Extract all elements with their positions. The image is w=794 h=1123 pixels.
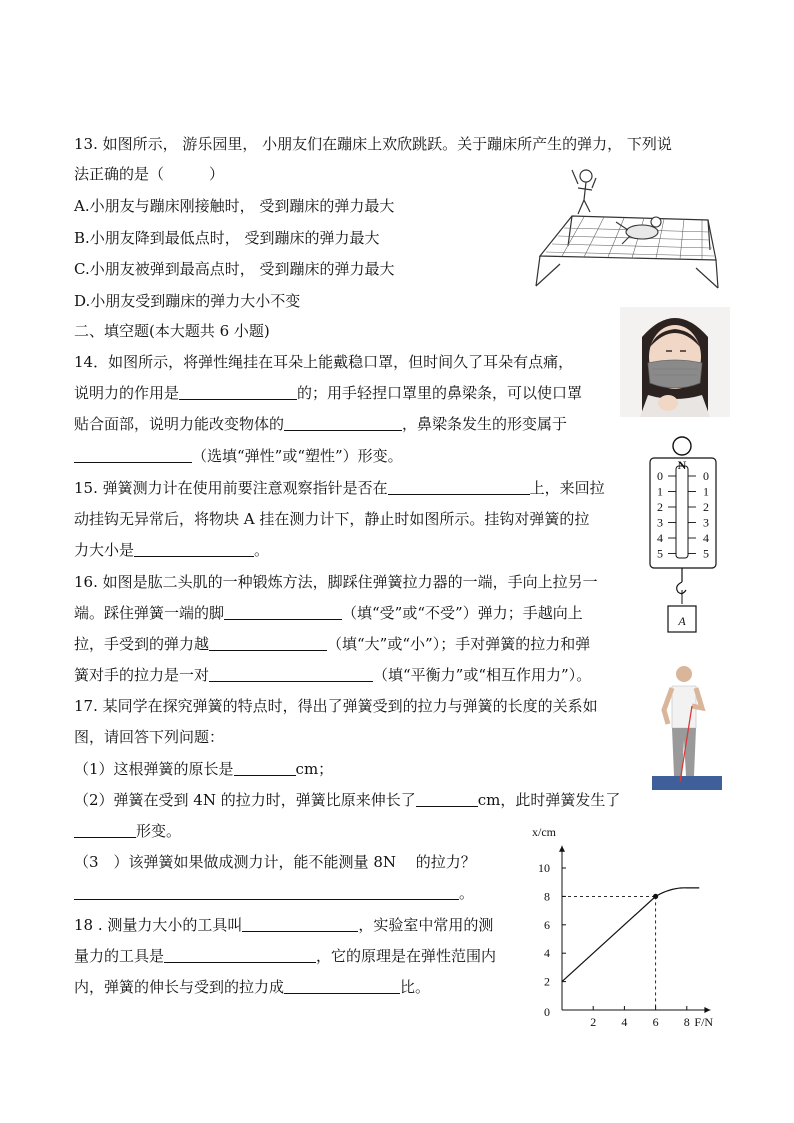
answer-blank[interactable]: [388, 480, 530, 495]
answer-blank[interactable]: [234, 761, 296, 776]
q14-text: 的；用手轻捏口罩里的鼻梁条，可以使口罩: [297, 384, 583, 402]
answer-blank[interactable]: [164, 948, 316, 963]
x-tick-label: 2: [590, 1015, 597, 1026]
exercise-photo: [650, 664, 724, 792]
q14-line-1: 14．如图所示，将弹性绳挂在耳朵上能戴稳口罩，但时间久了耳朵有点痛，: [74, 353, 574, 371]
x-tick-label: 4: [621, 1015, 628, 1026]
q13-option-c: C.小朋友被弹到最高点时， 受到蹦床的弹力最大: [74, 260, 395, 278]
q17-subq-2-cont: [74, 821, 181, 841]
q18-text: 18 . 测量力大小的工具叫: [74, 916, 243, 934]
answer-blank[interactable]: [134, 542, 254, 557]
q17-line-2: 图，请回答下列问题：: [74, 728, 225, 746]
answer-blank[interactable]: [284, 416, 402, 431]
x-tick-label: 6: [652, 1015, 659, 1026]
y-tick-label: 10: [538, 861, 550, 875]
y-tick-label: 6: [544, 917, 550, 932]
q17-text: （2）弹簧在受到 4N 的拉力时，弹簧比原来伸长了: [74, 791, 416, 809]
scale-tick-label-left: 1: [657, 484, 663, 499]
q14-line-4: [74, 446, 403, 466]
q15-text: 。: [254, 541, 270, 559]
trampoline-illustration: [532, 164, 722, 290]
q16-text: 簧对手的拉力是一对: [74, 666, 210, 684]
answer-blank[interactable]: [416, 792, 478, 807]
scale-tick-label-left: 0: [657, 469, 663, 483]
scale-tick-label-left: 2: [657, 500, 663, 514]
scale-tick-label-left: 3: [657, 515, 663, 530]
y-axis-arrow-icon: [559, 846, 565, 852]
answer-blank[interactable]: [224, 605, 342, 620]
q13-stem-line-1: 13. 如图所示， 游乐园里， 小朋友们在蹦床上欢欣跳跃。关于蹦床所产生的弹力， 下列说: [74, 135, 672, 153]
q16-line-2: [74, 603, 583, 623]
block-a-label: A: [678, 614, 686, 628]
q17-subq-3: （3 ）该弹簧如果做成测力计，能不能测量 8N 的拉力？: [74, 853, 476, 871]
x-axis-arrow-icon: [704, 1007, 710, 1013]
q15-text: 上，来回拉: [529, 479, 605, 497]
y-tick-label: 4: [544, 946, 550, 961]
q13-option-b: B.小朋友降到最低点时， 受到蹦床的弹力最大: [74, 229, 380, 247]
chart-axes: [559, 846, 710, 1013]
q14-text: 贴合面部，说明力能改变物体的: [74, 415, 285, 433]
ring-icon: [673, 437, 691, 455]
scale-tick-label-left: 5: [657, 546, 663, 561]
q15-text: 力大小是: [74, 541, 135, 559]
q18-text: 内，弹簧的伸长与受到的拉力成: [74, 978, 285, 996]
q14-line-3: [74, 414, 567, 434]
q17-subq-3-answer: [74, 883, 474, 903]
scale-tick-label-right: 3: [703, 515, 709, 530]
chart-y-axis-label: x/cm: [532, 825, 556, 839]
series-line: [562, 888, 699, 982]
answer-blank[interactable]: [209, 667, 373, 682]
answer-blank[interactable]: [179, 385, 297, 400]
q18-text: 比。: [400, 978, 431, 996]
q16-line-1: 16. 如图是肱二头肌的一种锻炼方法，脚踩住弹簧拉力器的一端，手向上拉另一: [74, 573, 598, 591]
q15-text: 15. 弹簧测力计在使用前要注意观察指针是否在: [74, 479, 388, 497]
scale-unit-label: N: [677, 458, 687, 472]
q17-subq-2: [74, 790, 620, 810]
spring-length-chart: [520, 822, 730, 1026]
q14-line-2: [74, 383, 582, 403]
q17-line-1: 17. 某同学在探究弹簧的特点时，得出了弹簧受到的拉力与弹簧的长度的关系如: [74, 697, 598, 715]
q16-text: 端。踩住弹簧一端的脚: [74, 604, 225, 622]
q13-stem-line-2: 法正确的是（ ）: [74, 165, 225, 183]
scale-tick-label-right: 0: [703, 469, 709, 483]
q18-text: 量力的工具是: [74, 947, 165, 965]
q16-text: 拉，手受到的弹力越: [74, 635, 210, 653]
scale-tick-label-right: 1: [703, 484, 709, 499]
y-tick-label: 8: [544, 889, 550, 904]
q18-line-1: [74, 915, 493, 935]
q16-line-3: [74, 634, 590, 654]
q17-text: cm；: [295, 760, 334, 778]
answer-blank[interactable]: [74, 885, 459, 900]
answer-blank[interactable]: [209, 636, 327, 651]
chart-origin-label: 0: [544, 1005, 550, 1019]
q18-text: ，实验室中常用的测: [358, 916, 494, 934]
scale-slot: [676, 466, 688, 558]
answer-blank[interactable]: [74, 448, 192, 463]
q14-text: （选填“弹性”或“塑性”）形变。: [192, 447, 403, 465]
q16-line-4: [74, 665, 591, 685]
spring-scale-figure: [646, 432, 724, 638]
data-point: [653, 894, 658, 899]
q17-text: cm，此时弹簧发生了: [477, 791, 621, 809]
q16-text: （填“大”或“小”）；手对弹簧的拉力和弹: [327, 635, 591, 653]
chart-x-axis-label: F/N: [694, 1015, 714, 1026]
q18-text: ，它的原理是在弹性范围内: [316, 947, 497, 965]
face-mask-photo: [620, 307, 730, 417]
q13-option-a: A.小朋友与蹦床刚接触时， 受到蹦床的弹力最大: [74, 197, 395, 215]
answer-blank[interactable]: [74, 823, 136, 838]
q16-text: （填“受”或“不受”）弹力；手越向上: [342, 604, 583, 622]
q14-text: ，鼻梁条发生的形变属于: [402, 415, 568, 433]
scale-tick-label-right: 5: [703, 546, 709, 561]
scale-tick-label-left: 4: [657, 531, 663, 545]
q13-option-d: D.小朋友受到蹦床的弹力大小不变: [74, 292, 301, 310]
q17-text: 形变。: [136, 822, 182, 840]
q18-line-2: [74, 946, 496, 966]
hook-icon: [677, 568, 686, 594]
q17-text: 。: [459, 884, 475, 902]
q15-line-3: [74, 540, 269, 560]
x-tick-label: 8: [683, 1015, 690, 1026]
q17-text: （1）这根弹簧的原长是: [74, 760, 234, 778]
q18-line-3: [74, 977, 430, 997]
y-tick-label: 2: [544, 974, 550, 989]
scale-tick-label-right: 2: [703, 500, 709, 514]
chart-series: [562, 888, 699, 1010]
q16-text: （填“平衡力”或“相互作用力”）。: [373, 666, 592, 684]
answer-blank[interactable]: [284, 979, 400, 994]
chart-ticks: [538, 861, 690, 1026]
scale-tick-label-right: 4: [703, 531, 709, 545]
q14-text: 说明力的作用是: [74, 384, 180, 402]
q15-line-1: [74, 478, 605, 498]
answer-blank[interactable]: [242, 917, 358, 932]
q15-line-2: 动挂钩无异常后，将物块 A 挂在测力计下，静止时如图所示。挂钩对弹簧的拉: [74, 510, 590, 528]
section-heading-fill-in: 二、填空题(本大题共 6 小题): [74, 322, 270, 340]
q17-subq-1: [74, 759, 333, 779]
